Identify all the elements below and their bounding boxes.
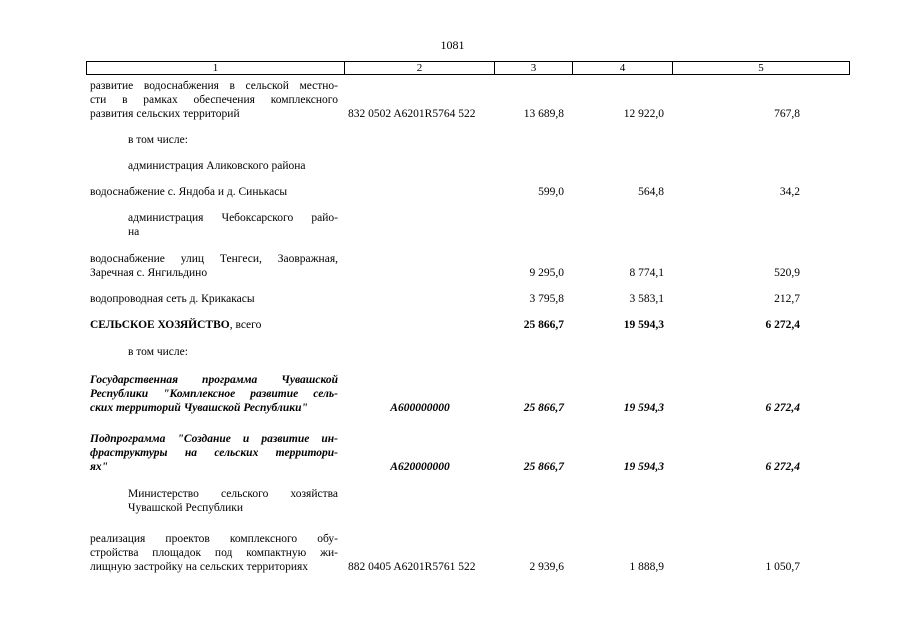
row-label: администрация Аликовского района [128, 160, 306, 172]
value-col3: 13 689,8 [523, 108, 564, 120]
section-title: СЕЛЬСКОЕ ХОЗЯЙСТВО [90, 319, 230, 331]
column-header-2: 2 [345, 62, 495, 74]
row-label: в том числе: [128, 134, 188, 146]
row-label: реализация проектов комплексного обу- стройства площадок под компактную жи- лищную застройку на сельских территориях [90, 533, 338, 573]
value-col3: 3 795,8 [529, 293, 564, 305]
value-col3: 25 866,7 [523, 319, 564, 331]
row-label: в том числе: [128, 346, 188, 358]
value-col4: 12 922,0 [623, 108, 664, 120]
row-code: A620000000 [390, 461, 450, 473]
column-header-1: 1 [87, 62, 345, 74]
value-col5: 520,9 [774, 267, 800, 279]
row-label: администрация Чебоксарского райо- на [128, 212, 338, 238]
row-label: водоснабжение с. Яндоба и д. Синькасы [90, 186, 288, 198]
column-header-4: 4 [573, 62, 673, 74]
row-code: 832 0502 A6201R5764 522 [348, 108, 476, 120]
value-col4: 19 594,3 [623, 402, 664, 414]
value-col4: 8 774,1 [629, 267, 664, 279]
row-label: развитие водоснабжения в сельской местно- сти в рамках обеспечения комплексного развития сельских территорий [90, 80, 338, 120]
row-label: Министерство сельского хозяйства Чувашской Республики [128, 488, 338, 514]
column-header-5: 5 [758, 62, 764, 74]
value-col4: 1 888,9 [629, 561, 664, 573]
value-col3: 599,0 [538, 186, 564, 198]
value-col4: 19 594,3 [623, 461, 664, 473]
row-label: Государственная программа Чувашской Республики "Комплексное развитие сель- ских территорий Чувашской Республики" [90, 374, 338, 414]
value-col4: 19 594,3 [623, 319, 664, 331]
row-code: A600000000 [390, 402, 450, 414]
value-col5: 6 272,4 [765, 402, 800, 414]
row-label: СЕЛЬСКОЕ ХОЗЯЙСТВО, всего [90, 319, 262, 331]
value-col4: 564,8 [638, 186, 664, 198]
row-code: 882 0405 A6201R5761 522 [348, 561, 476, 573]
column-header-3: 3 [495, 62, 573, 74]
value-col5: 1 050,7 [765, 561, 800, 573]
page-number: 1081 [440, 38, 465, 52]
value-col3: 25 866,7 [523, 461, 564, 473]
value-col3: 2 939,6 [529, 561, 564, 573]
value-col5: 34,2 [779, 186, 800, 198]
value-col3: 25 866,7 [523, 402, 564, 414]
value-col4: 3 583,1 [629, 293, 664, 305]
value-col5: 767,8 [774, 108, 800, 120]
row-label: Подпрограмма "Создание и развитие ин- фраструктуры на сельских территори- ях" [90, 433, 338, 473]
table-header-row [86, 61, 850, 75]
value-col3: 9 295,0 [529, 267, 564, 279]
value-col5: 6 272,4 [765, 319, 800, 331]
value-col5: 6 272,4 [765, 461, 800, 473]
row-label: водоснабжение улиц Тенгеси, Заовражная, Заречная с. Янгильдино [90, 253, 338, 279]
row-label: водопроводная сеть д. Крикакасы [90, 293, 255, 305]
value-col5: 212,7 [774, 293, 800, 305]
